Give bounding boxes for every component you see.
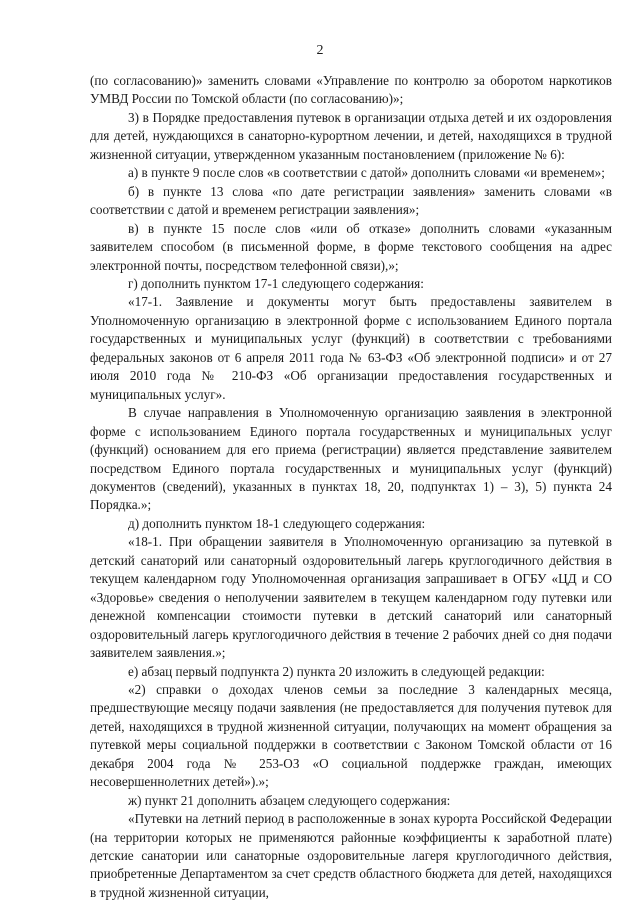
paragraph: 3) в Порядке предоставления путевок в организации отдыха детей и их оздоровления для детей, нуждающихся в санаторно-курортном лечении, и детей, находящихся в трудной жизненной ситуации, утвержденном указанным постановлением (приложение № 6): [90,109,612,162]
paragraph: б) в пункте 13 слова «по дате регистрации заявления» заменить словами «в соответствии с датой и временем регистрации заявления»; [90,183,612,218]
page-number: 2 [316,43,324,58]
paragraph: «Путевки на летний период в расположенные в зонах курорта Российской Федерации (на территории которых не применяются районные коэффициенты к заработной плате) детские санатории или санаторные оздоровительные лагеря круглогодичного действия, приобретенные Департаментом за счет средств областного бюджета для детей, находящихся в трудной жизненной ситуации, [90,811,612,900]
paragraph: (по согласованию)» заменить словами «Управление по контролю за оборотом наркотиков УМВД России по Томской области (по согласованию)»; [90,73,612,107]
paragraph: ж) пункт 21 дополнить абзацем следующего содержания: [128,792,451,808]
paragraph: «18-1. При обращении заявителя в Уполномоченную организацию за путевкой в детский санаторий или санаторный оздоровительный лагерь круглогодичного действия в текущем календарном году Уполномоченная организация запрашивает в ОГБУ «ЦД и СО «Здоровье» сведения о неполучении заявителем в текущем календарном году путевки или денежной компенсации стоимости путевки в детский санаторий или санаторный оздоровительный лагерь круглогодичного действия в течение 2 рабочих дней со дня подачи заявителем заявления.»; [90,534,612,661]
document-body [90,72,612,902]
paragraph: В случае направления в Уполномоченную организацию заявления в электронной форме с использованием Единого портала государственных и муниципальных услуг (функций) основанием для его приема (регистрации) является представление заявителем посредством Единого портала государственных и муниципальных услуг (функций) документов (сведений), указанных в пунктах 18, 20, подпунктах 1) – 3), 5) пункта 24 Порядка.»; [90,405,612,513]
paragraph: «17-1. Заявление и документы могут быть предоставлены заявителем в Уполномоченную организацию в электронной форме с использованием Единого портала государственных и муниципальных услуг (функций) в соответствии с требованиями федеральных законов от 6 апреля 2011 года № 63-ФЗ «Об электронной подписи» и от 27 июля 2010 года № 210-ФЗ «Об организации предоставления государственных и муниципальных услуг». [90,294,612,402]
paragraph: е) абзац первый подпункта 2) пункта 20 изложить в следующей редакции: [128,663,545,679]
paragraph: г) дополнить пунктом 17-1 следующего содержания: [128,275,424,291]
paragraph: а) в пункте 9 после слов «в соответствии с датой» дополнить словами «и временем»; [128,165,605,181]
paragraph: в) в пункте 15 после слов «или об отказе» дополнить словами «указанным заявителем способом (в письменной форме, в форме текстового сообщения на адрес электронной почты, посредством телефонной связи),»; [90,220,612,273]
paragraph: «2) справки о доходах членов семьи за последние 3 календарных месяца, предшествующие месяцу подачи заявления (не предоставляется для получения путевок для детей, находящихся в трудной жизненной ситуации, получающих на момент обращения за путевкой меры социальной поддержки в соответствии с Законом Томской области от 16 декабря 2004 года № 253-ОЗ «О социальной поддержке граждан, имеющих несовершеннолетних детей»).»; [90,681,612,790]
paragraph: д) дополнить пунктом 18-1 следующего содержания: [128,515,426,531]
